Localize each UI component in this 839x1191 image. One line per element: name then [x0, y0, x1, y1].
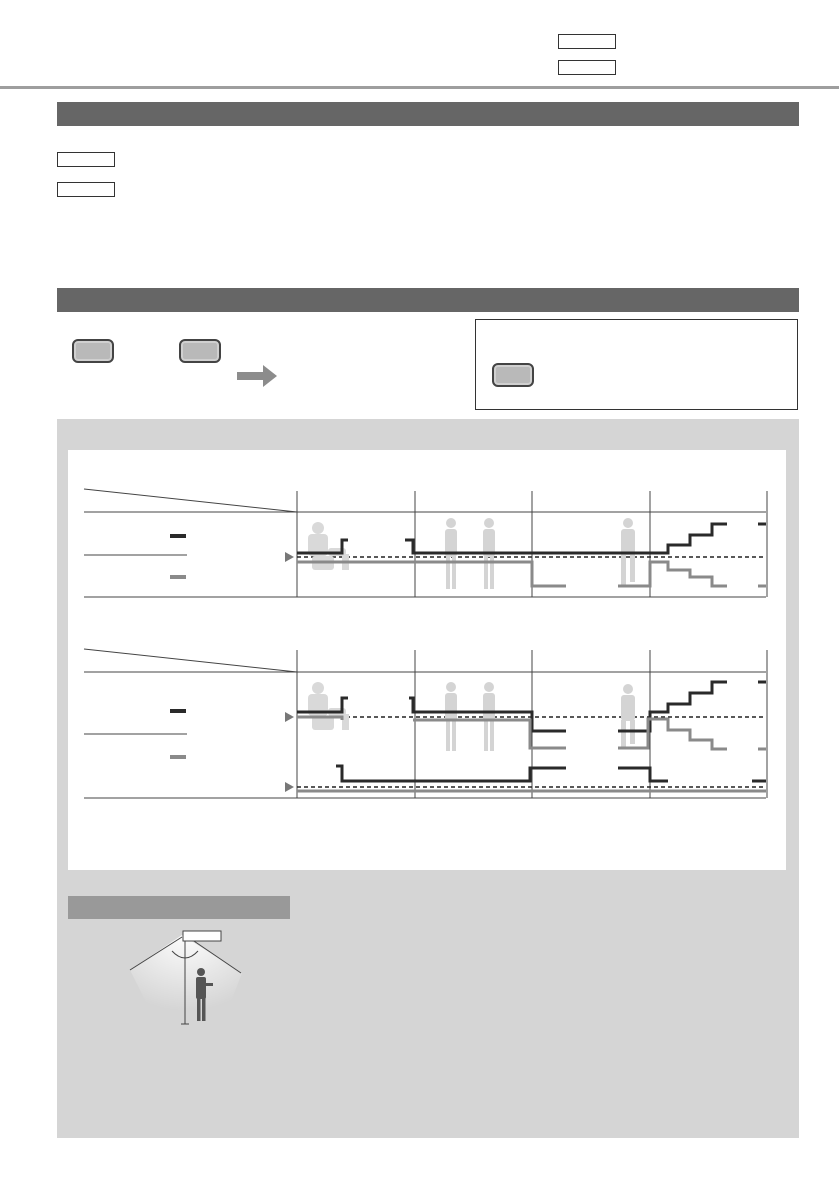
- chart-2-lower-dark-series: [336, 766, 566, 781]
- triangle-marker-icon: [285, 782, 294, 792]
- two-people-icon: [445, 682, 495, 751]
- chart-1-gray-series: [297, 562, 566, 586]
- chart-2-gray-series-b: [413, 720, 566, 748]
- chart-1: [84, 489, 767, 597]
- triangle-marker-icon: [285, 552, 294, 562]
- sub-header-band: [68, 896, 290, 919]
- sensor-range-illustration: [120, 925, 260, 1035]
- air-conditioner-icon: [183, 931, 221, 941]
- chart-2-diagonal: [84, 649, 297, 672]
- chart-2: [84, 649, 767, 798]
- walking-person-icon: [621, 684, 635, 748]
- chart-2-lower-dark-series-b: [618, 768, 668, 781]
- chart-1-diagonal: [84, 489, 297, 512]
- triangle-marker-icon: [285, 712, 294, 722]
